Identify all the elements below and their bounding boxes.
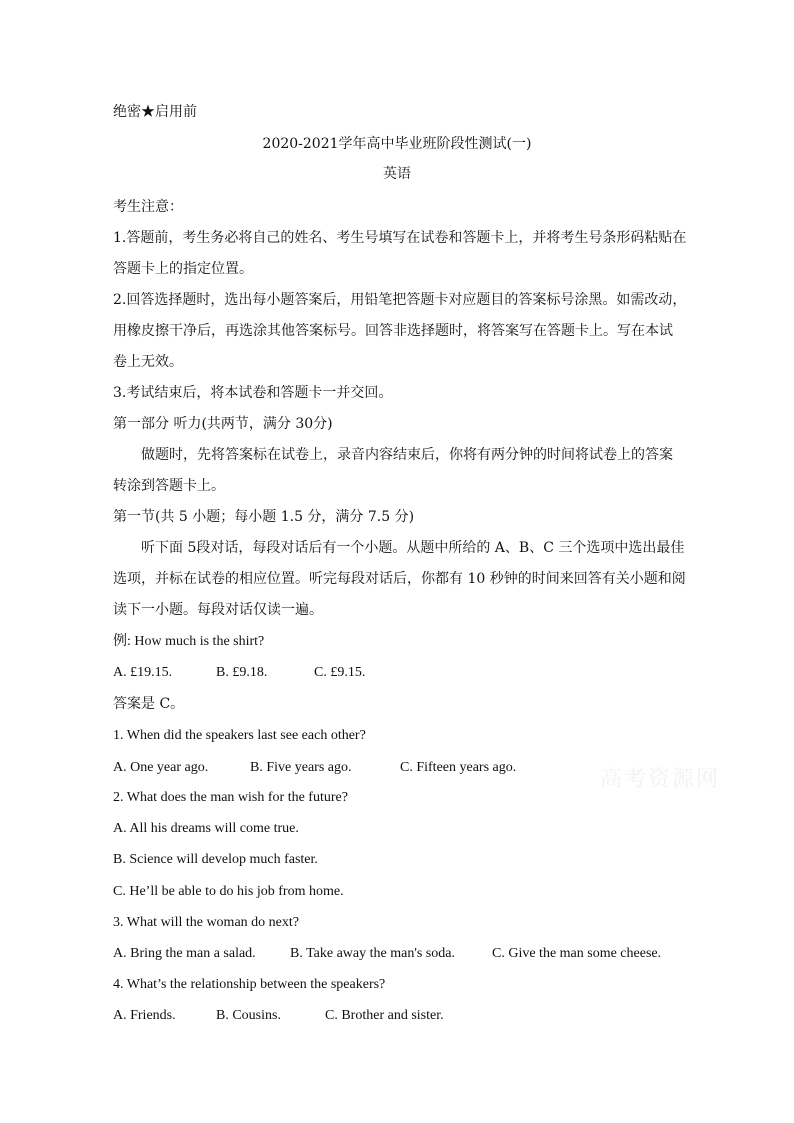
- exam-title: 2020-2021学年高中毕业班阶段性测试(一): [262, 136, 532, 152]
- example-option-c: C. £9.15.: [314, 665, 366, 680]
- question-4-option-a: A. Friends.: [113, 1008, 176, 1023]
- question-1-option-b: B. Five years ago.: [250, 760, 352, 775]
- watermark: 高考资源网: [600, 767, 721, 792]
- question-3-option-c: C. Give the man some cheese.: [492, 946, 662, 961]
- notice-item-2-line-2: 用橡皮擦干净后，再选涂其他答案标号。回答非选择题时，将答案写在答题卡上。写在本试: [113, 323, 673, 339]
- example-answer: 答案是 C。: [113, 696, 185, 712]
- question-1-option-c: C. Fifteen years ago.: [400, 760, 517, 775]
- notice-heading: 考生注意：: [113, 199, 183, 215]
- question-2-option-c: C. He’ll be able to do his job from home.: [113, 884, 344, 899]
- section1-heading: 第一节(共 5 小题；每小题 1.5 分，满分 7.5 分): [113, 509, 415, 525]
- question-1: 1. When did the speakers last see each other?: [113, 728, 366, 743]
- question-2: 2. What does the man wish for the future?: [113, 790, 348, 805]
- notice-item-2-line-1: 2.回答选择题时，选出每小题答案后，用铅笔把答题卡对应题目的答案标号涂黑。如需改动，: [113, 292, 687, 308]
- question-2-option-a: A. All his dreams will come true.: [113, 821, 299, 836]
- notice-item-1-line-1: 1.答题前，考生务必将自己的姓名、考生号填写在试卷和答题卡上，并将考生号条形码粘贴在: [113, 230, 687, 246]
- notice-item-3: 3.考试结束后，将本试卷和答题卡一并交回。: [113, 385, 393, 401]
- question-4: 4. What’s the relationship between the speakers?: [113, 977, 386, 992]
- section1-instr-line-2: 选项，并标在试卷的相应位置。听完每段对话后，你都有 10 秒钟的时间来回答有关小题和阅: [113, 571, 686, 587]
- question-1-option-a: A. One year ago.: [113, 760, 209, 775]
- question-3-option-b: B. Take away the man's soda.: [290, 946, 455, 961]
- part1-intro-line-2: 转涂到答题卡上。: [113, 478, 225, 494]
- notice-item-2-line-3: 卷上无效。: [113, 354, 183, 370]
- example-question: 例: How much is the shirt?: [113, 634, 265, 649]
- part1-heading: 第一部分 听力(共两节，满分 30分): [113, 416, 333, 432]
- question-4-option-c: C. Brother and sister.: [325, 1008, 444, 1023]
- section1-instr-line-3: 读下一小题。每段对话仅读一遍。: [113, 602, 323, 618]
- question-2-option-b: B. Science will develop much faster.: [113, 852, 318, 867]
- part1-intro-line-1: 做题时，先将答案标在试卷上，录音内容结束后，你将有两分钟的时间将试卷上的答案: [141, 447, 673, 463]
- example-option-a: A. £19.15.: [113, 665, 173, 680]
- secret-mark: 绝密★启用前: [113, 104, 197, 120]
- section1-instr-line-1: 听下面 5段对话，每段对话后有一个小题。从题中所给的 A、B、C 三个选项中选出最佳: [141, 540, 685, 556]
- notice-item-1-line-2: 答题卡上的指定位置。: [113, 261, 253, 277]
- subject-title: 英语: [383, 166, 411, 182]
- example-option-b: B. £9.18.: [216, 665, 268, 680]
- question-3: 3. What will the woman do next?: [113, 915, 299, 930]
- question-3-option-a: A. Bring the man a salad.: [113, 946, 256, 961]
- question-4-option-b: B. Cousins.: [216, 1008, 281, 1023]
